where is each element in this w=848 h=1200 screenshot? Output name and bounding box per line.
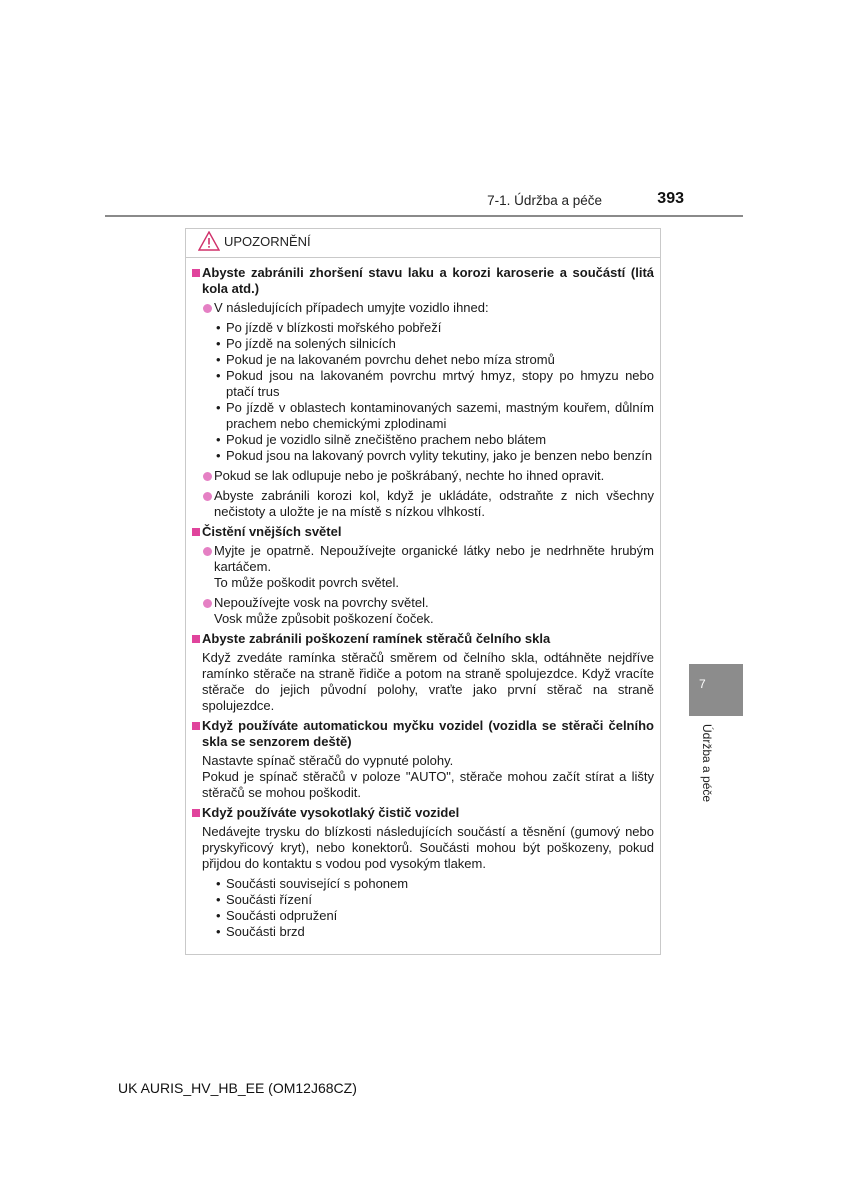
section-body: Nastavte spínač stěračů do vypnuté polohy. bbox=[202, 753, 454, 768]
section-title: Když používáte automatickou myčku vozidel (vozidla se stěrači čelního skla se senzorem deště) bbox=[202, 718, 654, 749]
circle-item bbox=[192, 468, 654, 484]
pink-circle-icon bbox=[203, 599, 212, 608]
page-number: 393 bbox=[657, 190, 684, 207]
section-wiper-arms bbox=[192, 631, 654, 647]
section-body: Nedávejte trysku do blízkosti následujících součástí a těsnění (gumový nebo pryskyřicový kryt), nebo konektorů. Součásti mohou být poškozeny, pokud přijdou do kontaktu s vodou pod vysokým tlakem. bbox=[202, 824, 654, 871]
warning-triangle-icon bbox=[198, 231, 220, 251]
list-item: • Pokud jsou na lakovaném povrchu mrtvý hmyz, stopy po hmyzu nebo ptačí trus bbox=[192, 368, 654, 400]
list-item: • Pokud je vozidlo silně znečištěno prachem nebo blátem bbox=[192, 432, 654, 448]
circle-item bbox=[192, 595, 654, 627]
list-item: • Po jízdě na solených silnicích bbox=[192, 336, 654, 352]
section-header: 7-1. Údržba a péče bbox=[487, 193, 602, 208]
section-title: Čistění vnějších světel bbox=[202, 524, 342, 539]
pink-circle-icon bbox=[203, 547, 212, 556]
circle-item-text: Nepoužívejte vosk na povrchy světel. bbox=[214, 595, 429, 610]
list-item: • Součásti řízení bbox=[192, 892, 654, 908]
warning-label: UPOZORNĚNÍ bbox=[224, 234, 311, 249]
list-item: • Po jízdě v blízkosti mořského pobřeží bbox=[192, 320, 654, 336]
circle-item-text: Abyste zabránili korozi kol, když je ukládáte, odstraňte z nich všechny nečistoty a uložte je na místě s nízkou vlhkostí. bbox=[214, 488, 654, 519]
circle-item-text: Pokud se lak odlupuje nebo je poškrábaný, nechte ho ihned opravit. bbox=[214, 468, 605, 483]
circle-item bbox=[192, 300, 654, 316]
list-item: • Součásti související s pohonem bbox=[192, 876, 654, 892]
pink-circle-icon bbox=[203, 472, 212, 481]
circle-item bbox=[192, 488, 654, 520]
list-item: • Pokud jsou na lakovaný povrch vylity tekutiny, jako je benzen nebo benzín bbox=[192, 448, 654, 464]
warning-content bbox=[192, 265, 654, 940]
pink-square-icon bbox=[192, 722, 200, 730]
pink-square-icon bbox=[192, 635, 200, 643]
header-rule bbox=[105, 215, 743, 217]
circle-item-note: Vosk může způsobit poškození čoček. bbox=[214, 611, 434, 626]
chapter-tab bbox=[689, 664, 743, 716]
list-item: • Pokud je na lakovaném povrchu dehet nebo míza stromů bbox=[192, 352, 654, 368]
section-pressure-washer bbox=[192, 805, 654, 821]
chapter-number: 7 bbox=[699, 677, 706, 691]
pink-square-icon bbox=[192, 269, 200, 277]
pink-circle-icon bbox=[203, 492, 212, 501]
pink-square-icon bbox=[192, 809, 200, 817]
list-item: • Součásti odpružení bbox=[192, 908, 654, 924]
list-item: • Součásti brzd bbox=[192, 924, 654, 940]
circle-item bbox=[192, 543, 654, 591]
circle-item-text: V následujících případech umyjte vozidlo ihned: bbox=[214, 300, 489, 315]
warning-header bbox=[186, 229, 660, 258]
footer-code: UK AURIS_HV_HB_EE (OM12J68CZ) bbox=[118, 1080, 357, 1096]
section-paint-corrosion bbox=[192, 265, 654, 297]
pink-square-icon bbox=[192, 528, 200, 536]
chapter-label: Údržba a péče bbox=[700, 724, 714, 803]
warning-box bbox=[185, 228, 661, 955]
section-title: Když používáte vysokotlaký čistič vozidel bbox=[202, 805, 460, 820]
section-car-wash bbox=[192, 718, 654, 750]
section-title: Abyste zabránili zhoršení stavu laku a korozi karoserie a součástí (litá kola atd.) bbox=[202, 265, 654, 296]
section-body: Když zvedáte ramínka stěračů směrem od čelního skla, odtáhněte nejdříve ramínko stěrače na straně řidiče a potom na straně spolujezdce. Když vracíte stěrače do jejich původní polohy, vraťte jako první stěrač na straně spolujezdce. bbox=[202, 650, 654, 713]
circle-item-text: Myjte je opatrně. Nepoužívejte organické látky nebo je nedrhněte hrubým kartáčem. bbox=[214, 543, 654, 574]
section-body: Pokud je spínač stěračů v poloze "AUTO", stěrače mohou začít stírat a lišty stěračů se mohou poškodit. bbox=[202, 769, 654, 800]
pink-circle-icon bbox=[203, 304, 212, 313]
list-item: • Po jízdě v oblastech kontaminovaných sazemi, mastným kouřem, důlním prachem nebo chemickými zplodinami bbox=[192, 400, 654, 432]
section-light-cleaning bbox=[192, 524, 654, 540]
circle-item-note: To může poškodit povrch světel. bbox=[214, 575, 399, 590]
section-title: Abyste zabránili poškození ramínek stěračů čelního skla bbox=[202, 631, 551, 646]
